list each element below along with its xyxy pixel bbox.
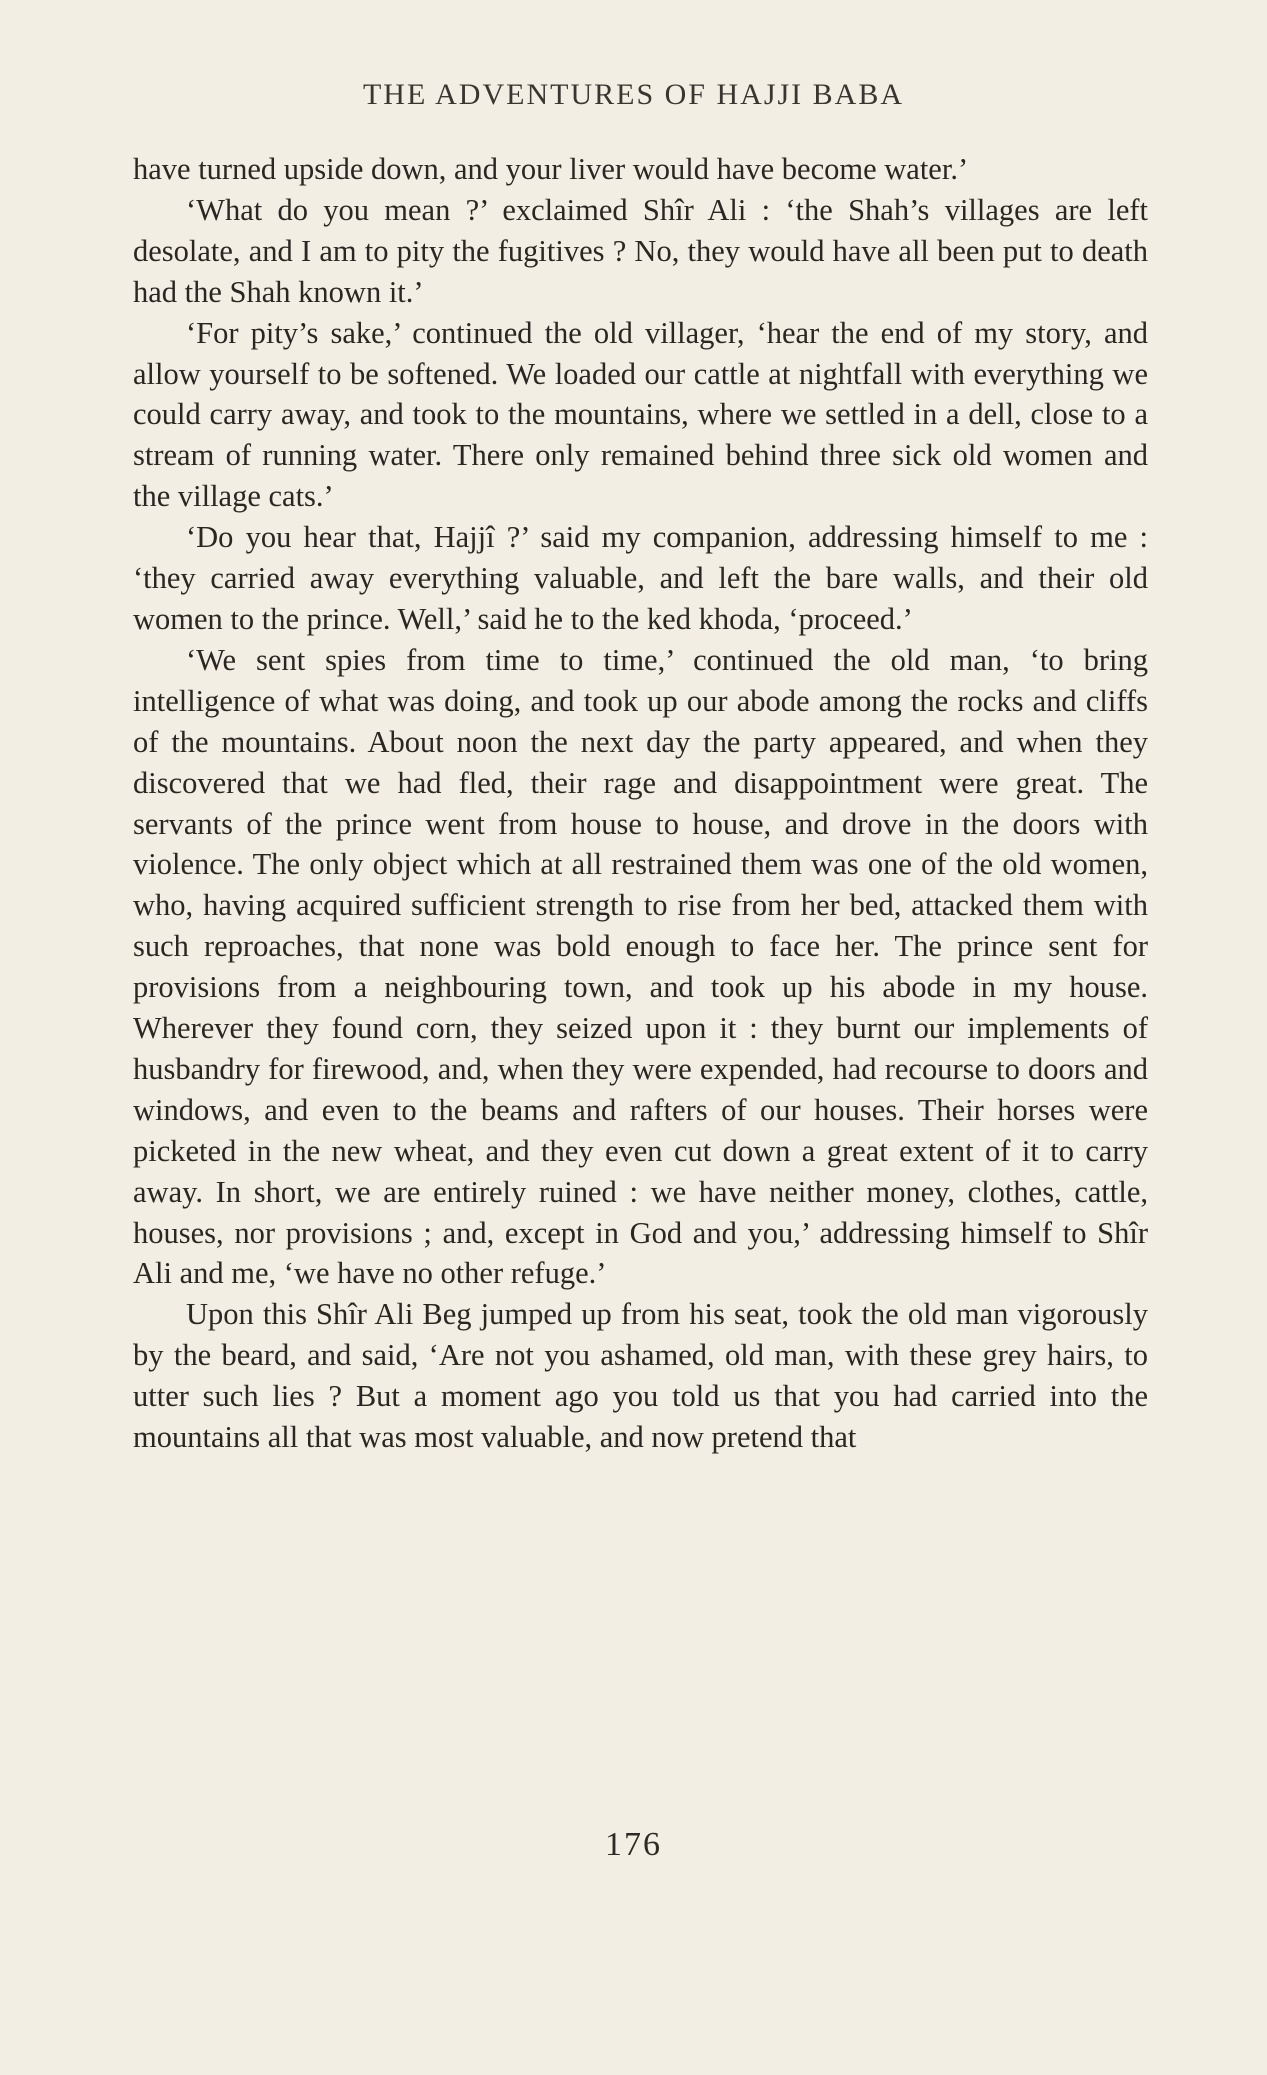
page-number: 176 [605, 1826, 662, 1863]
paragraph: ‘What do you mean ?’ exclaimed Shîr Ali : ‘the Shah’s villages are left desolate, and I am to pity the fugitives ? No, they would have all been put to death had the Shah known it.’ [133, 192, 1148, 309]
paragraph: Upon this Shîr Ali Beg jumped up from his seat, took the old man vigorously by the beard, and said, ‘Are not you ashamed, old man, with these grey hairs, to utter such lies ? But a moment ago you told us that you had carried into the mountains all that was most valuable, and now pretend that [133, 1297, 1148, 1455]
body-text [133, 149, 1148, 1458]
paragraph: ‘For pity’s sake,’ continued the old villager, ‘hear the end of my story, and allow yourself to be softened. We loaded our cattle at nightfall with everything we could carry away, and took to the mountains, where we settled in a dell, close to a stream of running water. There only remained behind three sick old women and the village cats.’ [133, 315, 1148, 514]
paragraph: have turned upside down, and your liver would have become water.’ [133, 152, 969, 186]
paragraph: ‘We sent spies from time to time,’ continued the old man, ‘to bring intelligence of what was doing, and took up our abode among the rocks and cliffs of the mountains. About noon the next day the party appeared, and when they discovered that we had fled, their rage and disappointment were great. The servants of the prince went from house to house, and drove in the doors with violence. The only object which at all restrained them was one of the old women, who, having acquired sufficient strength to rise from her bed, attacked them with such reproaches, that none was bold enough to face her. The prince sent for provisions from a neighbouring town, and took up his abode in my house. Wherever they found corn, they seized upon it : they burnt our implements of husbandry for firewood, and, when they were expended, had recourse to doors and windows, and even to the beams and rafters of our houses. Their horses were picketed in the new wheat, and they even cut down a great extent of it to carry away. In short, we are entirely ruined : we have neither money, clothes, cattle, houses, nor provisions ; and, except in God and you,’ addressing himself to Shîr Ali and me, ‘we have no other refuge.’ [133, 642, 1148, 1291]
paragraph: ‘Do you hear that, Hajjî ?’ said my companion, addressing himself to me : ‘they carried away everything valuable, and left the bare walls, and their old women to the prince. Well,’ said he to the ked khoda, ‘proceed.’ [133, 520, 1148, 636]
running-head: THE ADVENTURES OF HAJJI BABA [362, 78, 905, 111]
